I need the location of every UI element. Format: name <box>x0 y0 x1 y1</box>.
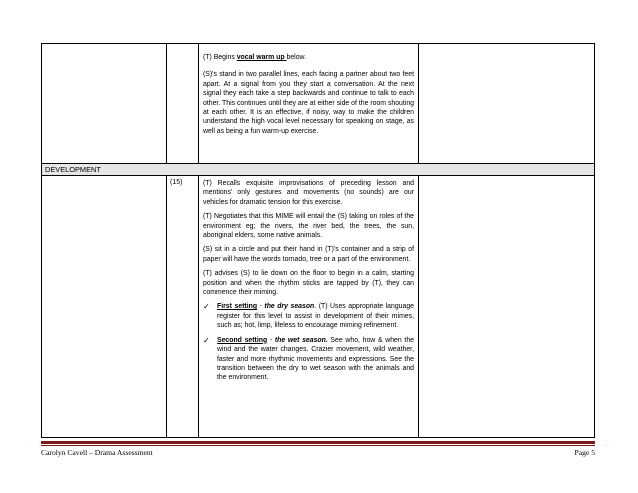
empty-cell <box>419 44 595 164</box>
checkmark-icon: ✓ <box>203 335 210 345</box>
activity-cell <box>199 44 419 164</box>
footer-rule <box>41 441 595 444</box>
activity-cell <box>199 176 419 438</box>
paragraph: (T) Recalls exquisite improvisations of preceding lesson and mentions' only gestures and movements (no sounds) are our vehicles for dramatic tension for this exercise. <box>203 180 414 206</box>
bullet-item <box>203 336 414 383</box>
checkmark-icon: ✓ <box>203 302 210 312</box>
paragraph: (T) Negotiates that this MIME will entail the (S) taking on roles of the environment eg; the rivers, the river bed, the trees, the sun, aboriginal elders, some native animals. <box>203 213 414 240</box>
section-row <box>42 164 595 176</box>
bullet-text: Second setting - the wet season. See who, how & when the wind and the water changes. Crazier movement, wild weather, faster and more rhythmic movements and expressions. See the transition between the dry to wet season with the animals and the environment. <box>217 336 414 382</box>
empty-cell <box>42 44 167 164</box>
bullet-text: First setting - the dry season. (T) Uses appropriate language register for this level to assist in development of their mimes, such as; hot, limp, lifeless to encourage miming refinement. <box>217 303 414 330</box>
page-number: Page 5 <box>574 448 595 457</box>
warmup-description: (S)'s stand in two parallel lines, each facing a partner about two feet apart. At a signal from you they start a conversation. At the next signal they each take a step backwards and continue to talk to each other. This continues until they are at either side of the room shouting at each other. It is an effective, if noisy, way to make the children understand the high vocal level necessary for speaking on stage, as well as being a fun warm-up exercise. <box>203 71 414 135</box>
paragraph: (T) advises (S) to lie down on the floor to begin in a calm, starting position and when the rhythm sticks are tapped by (T), they can commence their miming. <box>203 270 414 297</box>
warmup-intro: (T) Begins vocal warm up below. <box>203 54 307 61</box>
empty-cell <box>419 176 595 438</box>
empty-cell <box>42 176 167 438</box>
development-row <box>42 176 595 438</box>
footer-rule-thin <box>41 445 595 446</box>
vocal-warmup-emph: vocal warm up <box>236 54 287 61</box>
empty-cell <box>167 44 199 164</box>
section-label: DEVELOPMENT <box>45 165 101 174</box>
section-cell <box>42 164 595 176</box>
time-cell <box>167 176 199 438</box>
footer-author: Carolyn Cavell – Drama Assessment <box>41 448 153 457</box>
lesson-plan-table <box>41 43 595 438</box>
warmup-row <box>42 44 595 164</box>
time-label: (15) <box>170 179 183 186</box>
paragraph: (S) sit in a circle and put their hand in (T)'s container and a strip of paper will have the words tornado, tree or a part of the environment. <box>203 246 414 263</box>
bullet-item <box>203 302 414 330</box>
